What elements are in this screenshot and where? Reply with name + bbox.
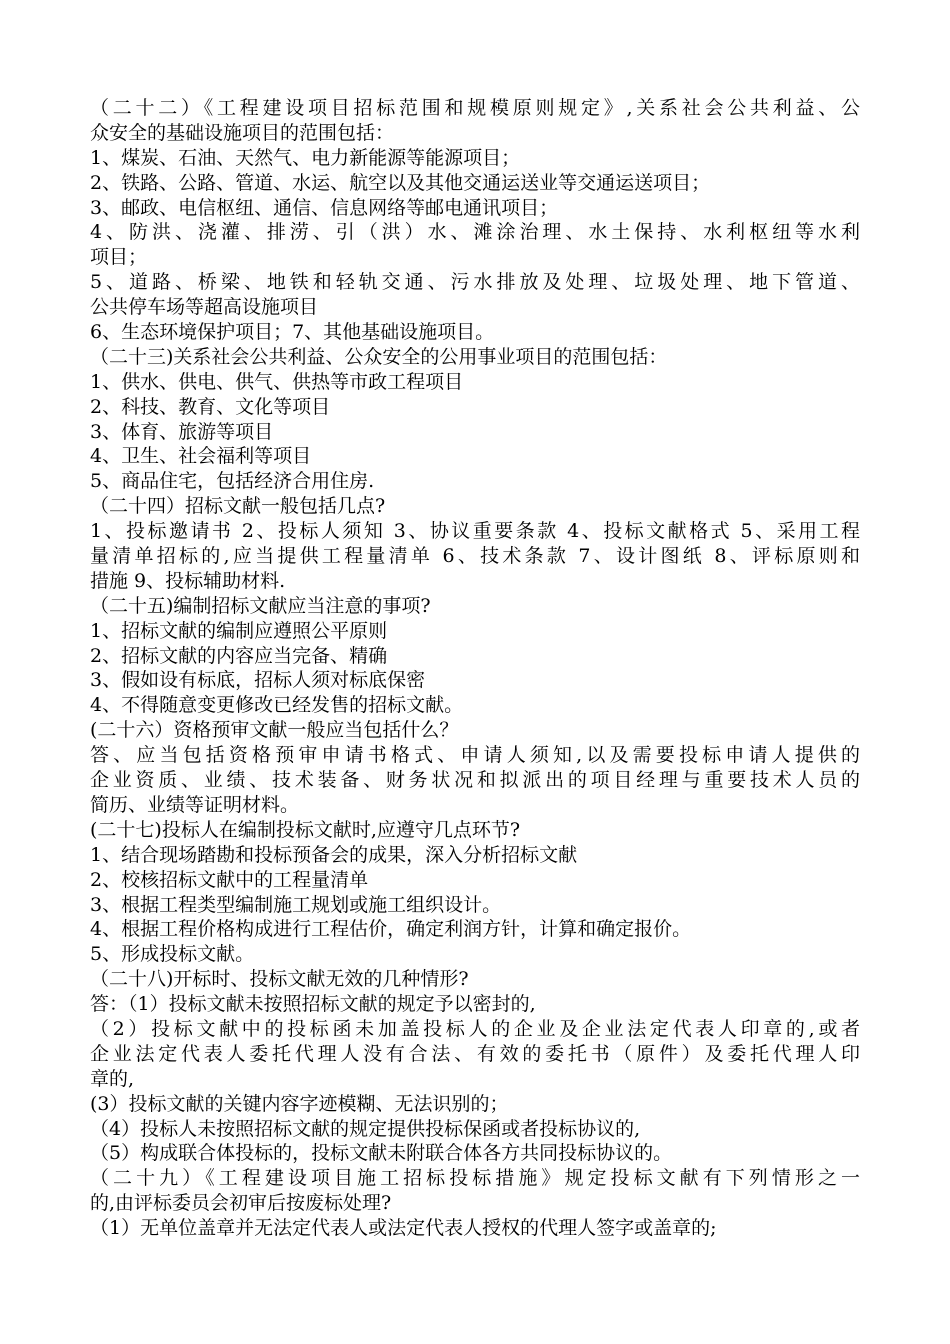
text-line: 2、招标文献的内容应当完备、精确 [90,644,388,667]
text-line: 答、应当包括资格预审申请书格式、申请人须知,以及需要投标申请人提供的 [90,744,860,767]
text-line: （二十八)开标时、投标文献无效的几种情形? [90,968,469,991]
text-line: 1、煤炭、石油、天然气、电力新能源等能源项目； [90,146,521,169]
text-line: 企业资质、业绩、技术装备、财务状况和拟派出的项目经理与重要技术人员的 [90,769,860,792]
text-line: （二十五)编制招标文献应当注意的事项? [90,594,431,617]
text-line: 2、校核招标文献中的工程量清单 [90,868,369,891]
text-line: 众安全的基础设施项目的范围包括： [90,121,395,144]
text-line: 措施 9、投标辅助材料. [90,569,286,592]
text-line: (二十六）资格预审文献一般应当包括什么？ [90,719,459,742]
text-line: 1、供水、供电、供气、供热等市政工程项目 [90,370,464,393]
text-line: 简历、业绩等证明材料。 [90,793,300,816]
text-line: 企业法定代表人委托代理人没有合法、有效的委托书（原件）及委托代理人印 [90,1042,860,1065]
text-line: 3、邮政、电信枢纽、通信、信息网络等邮电通讯项目； [90,196,559,219]
text-line: 量清单招标的,应当提供工程量清单 6、技术条款 7、设计图纸 8、评标原则和 [90,545,860,568]
text-line: 的,由评标委员会初审后按废标处理? [90,1192,392,1215]
text-line: 4、根据工程价格构成进行工程估价，确定利润方针，计算和确定报价。 [90,918,692,941]
text-line: 5、道路、桥梁、地铁和轻轨交通、污水排放及处理、垃圾处理、地下管道、 [90,271,860,294]
text-line: 5、形成投标文献。 [90,943,255,966]
text-line: 1、投标邀请书 2、投标人须知 3、协议重要条款 4、投标文献格式 5、采用工程 [90,520,860,543]
text-line: （4）投标人未按照招标文献的规定提供投标保函或者投标协议的, [90,1117,641,1140]
text-line: （二十四）招标文献一般包括几点? [90,495,386,518]
text-line: 公共停车场等超高设施项目 [90,296,319,319]
text-line: (二十七)投标人在编制投标文献时,应遵守几点环节? [90,818,521,841]
text-line: 3、体育、旅游等项目 [90,420,274,443]
text-line: 1、招标文献的编制应遵照公平原则 [90,619,388,642]
text-line: （1）无单位盖章并无法定代表人或法定代表人授权的代理人签字或盖章的; [90,1217,717,1240]
text-line: 3、根据工程类型编制施工规划或施工组织设计。 [90,893,502,916]
text-line: （二十二）《工程建设项目招标范围和规模原则规定》,关系社会公共利益、公 [90,97,860,119]
text-line: 1、结合现场踏勘和投标预备会的成果，深入分析招标文献 [90,843,578,866]
text-line: 4、不得随意变更修改已经发售的招标文献。 [90,694,464,717]
text-line: 答：（1）投标文献未按照招标文献的规定予以密封的, [90,993,536,1016]
text-line: 6、生态环境保护项目；7、其他基础设施项目。 [90,321,495,344]
document-page [90,96,860,1241]
text-line: 章的, [90,1067,135,1090]
text-line: 4、防洪、浇灌、排涝、引（洪）水、滩涂治理、水土保持、水利枢纽等水利 [90,221,860,244]
text-line: 2、铁路、公路、管道、水运、航空以及其他交通运送业等交通运送项目； [90,171,711,194]
text-line: （2）投标文献中的投标函未加盖投标人的企业及企业法定代表人印章的,或者 [90,1017,860,1040]
text-line: 项目； [90,246,148,269]
text-line: (3）投标文献的关键内容字迹模糊、无法识别的； [90,1092,509,1115]
text-line: 2、科技、教育、文化等项目 [90,395,331,418]
text-line: 4、卫生、社会福利等项目 [90,445,312,468]
text-line: 3、假如设有标底，招标人须对标底保密 [90,669,426,692]
text-line: （5）构成联合体投标的，投标文献未附联合体各方共同投标协议的。 [90,1142,673,1165]
text-line: （二十九）《工程建设项目施工招标投标措施》规定投标文献有下列情形之一 [90,1167,860,1190]
text-line: （二十三)关系社会公共利益、公众安全的公用事业项目的范围包括： [90,345,668,368]
text-line: 5、商品住宅，包括经济合用住房. [90,470,375,493]
